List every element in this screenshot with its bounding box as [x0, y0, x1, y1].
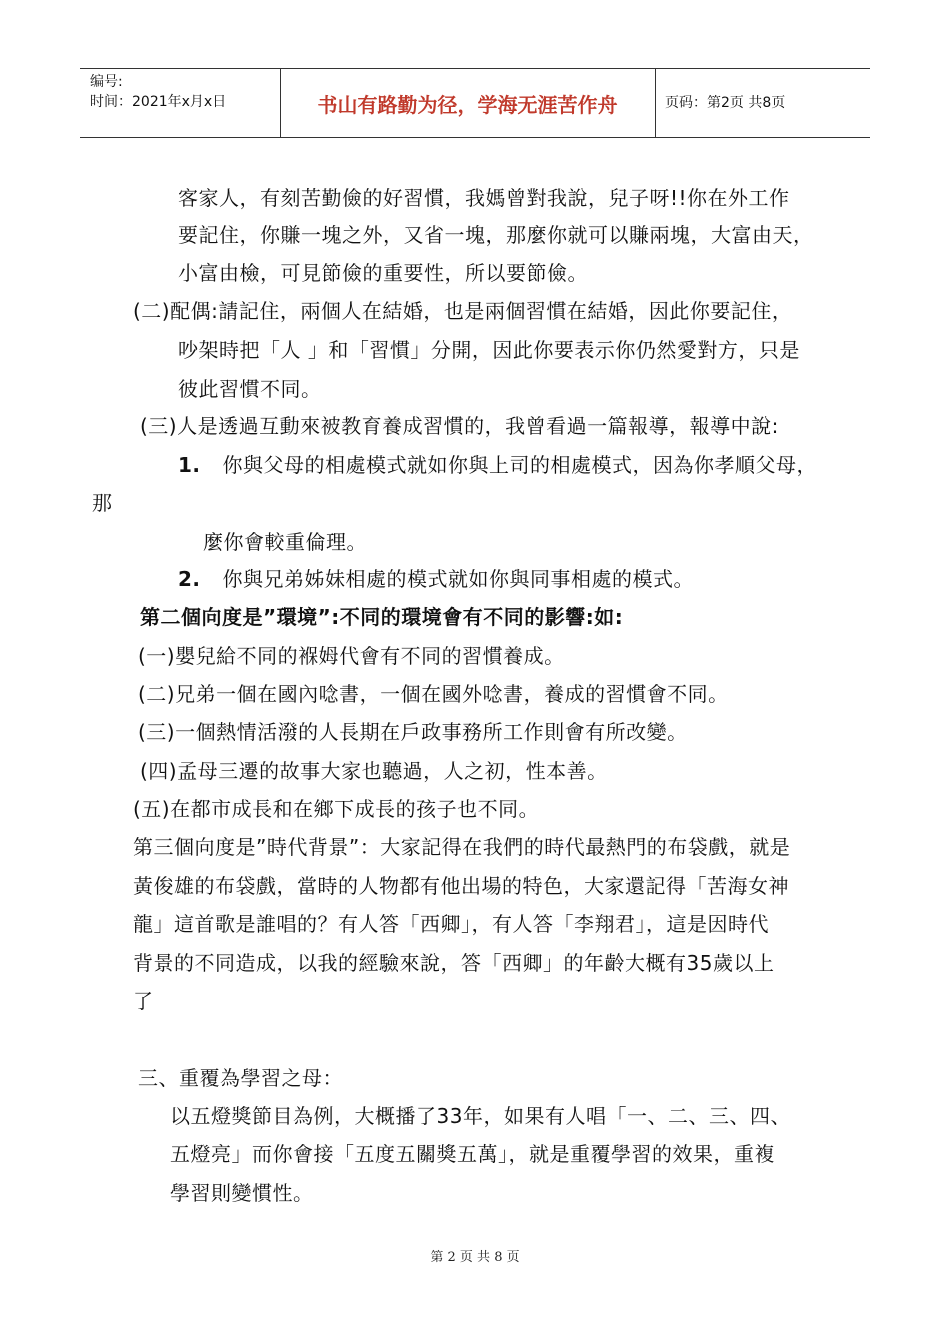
text-line: (二)配偶:請記住，兩個人在結婚，也是兩個習慣在結婚，因此你要記住， — [133, 299, 793, 323]
text-line: (四)孟母三遷的故事大家也聽過，人之初，性本善。 — [140, 759, 608, 783]
text-line: 黃俊雄的布袋戲，當時的人物都有他出場的特色，大家還記得「苦海女神 — [133, 874, 789, 898]
text-line: (五)在都市成長和在鄉下成長的孩子也不同。 — [133, 797, 540, 821]
text-line: 彼此習慣不同。 — [178, 377, 322, 401]
section-heading: 第二個向度是”環境”:不同的環境會有不同的影響:如: — [140, 605, 624, 629]
item-number: 2. — [178, 567, 201, 591]
text-line: 學習則變慣性。 — [170, 1181, 314, 1205]
page-info: 页码：第2页 共8页 — [665, 95, 786, 111]
text-line: 那 — [92, 491, 113, 515]
text-line: (二)兄弟一個在國內唸書，一個在國外唸書，養成的習慣會不同。 — [138, 682, 729, 706]
text-line: 以五燈獎節目為例，大概播了33年，如果有人唱「一、二、三、四、 — [170, 1104, 791, 1128]
item-number: 1. — [178, 453, 201, 477]
page-header — [80, 68, 870, 138]
text-line: (一)嬰兒給不同的褓姆代會有不同的習慣養成。 — [138, 644, 565, 668]
item-text: 你與兄弟姊妹相處的模式就如你與同事相處的模式。 — [222, 567, 695, 591]
numbered-line — [178, 452, 817, 478]
page-footer: 第 2 页 共 8 页 — [430, 1250, 520, 1265]
text-line: 了 — [133, 989, 154, 1013]
time-label: 时间：2021年x月x日 — [90, 94, 227, 110]
item-text: 你與父母的相處模式就如你與上司的相處模式，因為你孝順父母， — [222, 453, 818, 477]
section-heading: 第三個向度是”時代背景”：大家記得在我們的時代最熱門的布袋戲，就是 — [133, 835, 791, 859]
divider — [655, 69, 656, 137]
text-line: 五燈亮」而你會接「五度五關獎五萬」，就是重覆學習的效果，重複 — [170, 1142, 775, 1166]
text-line: 麼你會較重倫理。 — [203, 530, 367, 554]
text-line: 吵架時把「人 」和「習慣」分開，因此你要表示你仍然愛對方，只是 — [178, 338, 800, 362]
motto: 书山有路勤为径，学海无涯苦作舟 — [317, 93, 618, 117]
text-line: 背景的不同造成，以我的經驗來說，答「西卿」的年齡大概有35歲以上 — [133, 951, 775, 975]
text-line: 小富由檢，可見節儉的重要性，所以要節儉。 — [178, 261, 588, 285]
text-line: 客家人，有刻苦勤儉的好習慣，我媽曾對我說，兒子呀!!你在外工作 — [178, 186, 790, 210]
number-label: 编号: — [90, 74, 123, 90]
text-line: (三)人是透過互動來被教育養成習慣的，我曾看過一篇報導，報導中說: — [140, 414, 779, 438]
text-line: 要記住，你賺一塊之外，又省一塊，那麼你就可以賺兩塊，大富由天， — [178, 223, 814, 247]
text-line: (三)一個熱情活潑的人長期在戶政事務所工作則會有所改變。 — [138, 720, 688, 744]
section-heading: 三、重覆為學習之母： — [138, 1066, 343, 1090]
text-line: 龍」這首歌是誰唱的？有人答「西卿」，有人答「李翔君」，這是因時代 — [133, 912, 769, 936]
header-meta — [90, 72, 226, 112]
numbered-line — [178, 566, 694, 592]
